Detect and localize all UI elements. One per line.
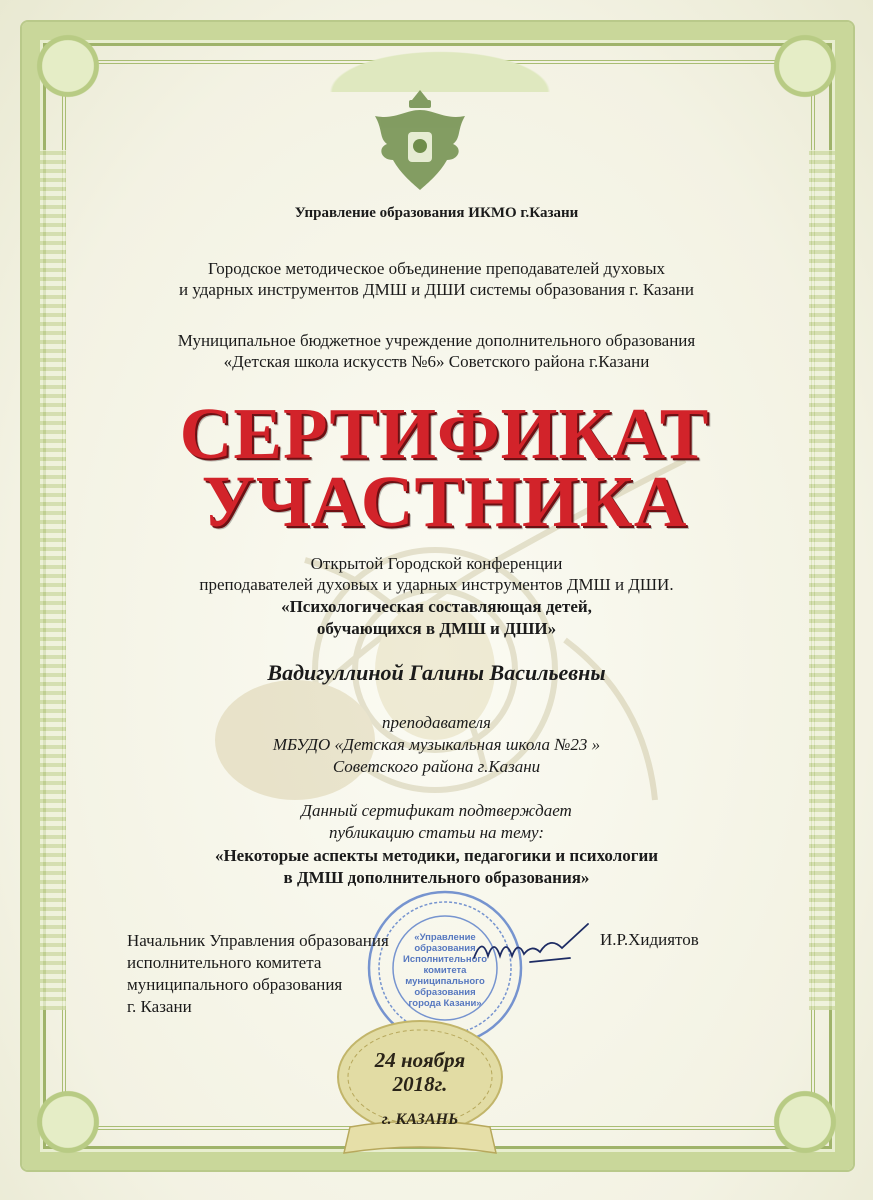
org2-line-2: «Детская школа искусств №6» Советского района г.Казани	[223, 352, 650, 371]
stamp-line: города Казани»	[408, 998, 482, 1009]
certificate-title: СЕРТИФИКАТ	[179, 393, 710, 474]
stamp-line: комитета	[423, 965, 467, 976]
org1-line-1: Городское методическое объединение преподавателей духовых	[207, 259, 666, 278]
issue-place: г. КАЗАНЬ	[381, 1111, 459, 1128]
corner-ornament	[745, 6, 865, 126]
org1-line-2: и ударных инструментов ДМШ и ДШИ системы образования г. Казани	[179, 280, 694, 299]
stamp-line: образования	[414, 943, 476, 954]
signatory-title-line-1: Начальник Управления образования	[127, 931, 389, 950]
stamp-line: «Управление	[414, 932, 476, 943]
recipient-school-line-2: Советского района г.Казани	[332, 757, 541, 776]
article-title	[0, 845, 873, 889]
recipient-school-line-1: МБУДО «Детская музыкальная школа №23 »	[272, 735, 601, 754]
signatory-title-line-3: муниципального образования	[127, 975, 343, 994]
coat-of-arms-icon	[365, 86, 475, 198]
corner-ornament	[8, 6, 128, 126]
handwritten-signature	[470, 918, 595, 978]
conference-theme	[0, 596, 873, 640]
signatory-title	[127, 930, 389, 1018]
conference-theme-line-1: «Психологическая составляющая детей,	[281, 597, 592, 616]
signatory-name: И.Р.Хидиятов	[600, 930, 699, 949]
recipient-position	[0, 712, 873, 778]
conference-theme-line-2: обучающихся в ДМШ и ДШИ»	[316, 619, 557, 638]
recipient-name: Вадигуллиной Галины Васильевны	[267, 660, 606, 685]
conference-line-1: Открытой Городской конференции	[310, 554, 563, 573]
article-line-1: «Некоторые аспекты методики, педагогики и психологии	[214, 846, 659, 865]
stamp-line: муниципального	[405, 976, 485, 987]
top-ornament	[250, 22, 630, 92]
confirmation-text	[0, 800, 873, 844]
methodical-association	[0, 258, 873, 300]
conference-name	[0, 553, 873, 595]
confirmation-line-1: Данный сертификат подтверждает	[301, 801, 572, 820]
issuer-heading: Управление образования ИКМО г.Казани	[294, 205, 579, 221]
signatory-title-line-2: исполнительного комитета	[127, 953, 322, 972]
issue-date-year: 2018г.	[392, 1072, 448, 1096]
conference-line-2: преподавателей духовых и ударных инструментов ДМШ и ДШИ.	[199, 575, 674, 594]
article-line-2: в ДМШ дополнительного образования»	[283, 868, 590, 887]
recipient-role: преподавателя	[382, 713, 491, 732]
corner-ornament	[745, 1062, 865, 1182]
issue-date	[330, 1048, 510, 1096]
stamp-line: образования	[414, 987, 476, 998]
school-institution	[0, 330, 873, 372]
org2-line-1: Муниципальное бюджетное учреждение дополнительного образования	[177, 331, 696, 350]
stamp-line: Исполнительного	[402, 954, 487, 965]
confirmation-line-2: публикацию статьи на тему:	[328, 823, 545, 842]
certificate-subtitle: УЧАСТНИКА	[201, 461, 688, 542]
corner-ornament	[8, 1062, 128, 1182]
signatory-title-line-4: г. Казани	[127, 997, 192, 1016]
issue-date-day: 24 ноября	[374, 1048, 466, 1072]
